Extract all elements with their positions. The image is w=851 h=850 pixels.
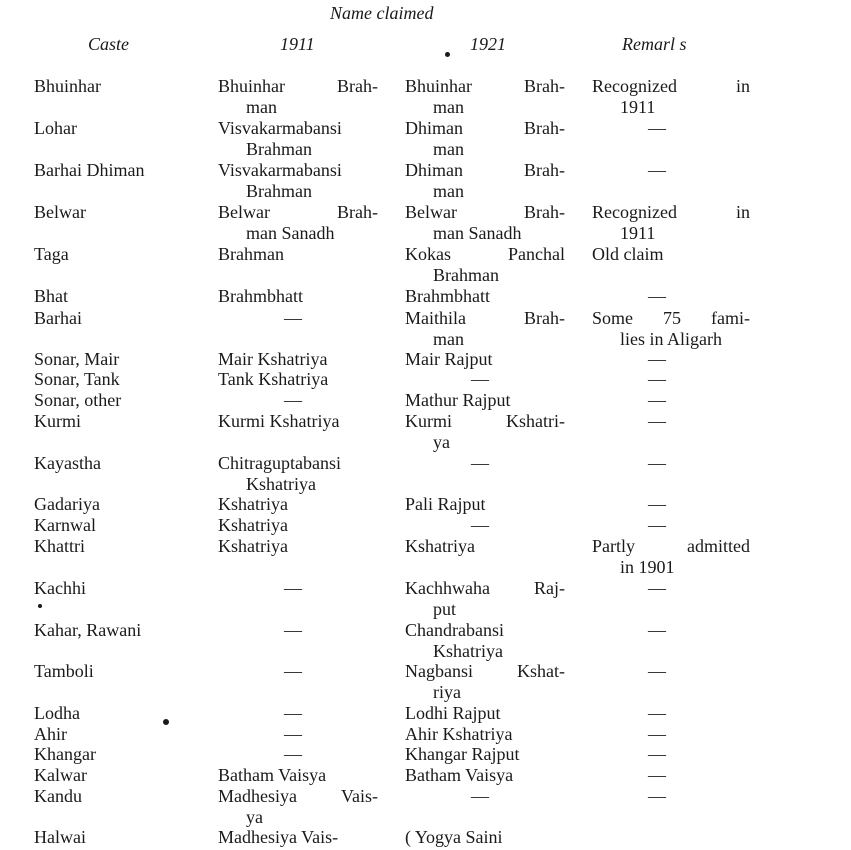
cell-caste <box>34 202 214 223</box>
cell-line: Tank Kshatriya <box>218 369 329 389</box>
cell-line: man <box>246 96 277 117</box>
cell-line: Mair Kshatriya <box>218 349 328 369</box>
cell-caste <box>34 369 214 390</box>
cell-line: Recognized in <box>592 202 750 222</box>
header-1921: 1921 <box>470 34 506 54</box>
cell-line: Kurmi Kshatriya <box>218 411 340 431</box>
cell-line: Kshatriya <box>218 494 288 514</box>
cell-line: Kshatriya <box>433 640 503 661</box>
cell-c1921 <box>405 286 571 307</box>
cell-line: Old claim <box>592 244 664 264</box>
cell-line: Kshatriya <box>218 515 288 535</box>
cell-line: Kurmi <box>34 411 81 431</box>
cell-line: Barhai <box>34 308 82 328</box>
cell-line: man <box>433 328 464 349</box>
cell-line: Nagbansi Kshat- <box>405 661 565 681</box>
cell-c1921 <box>405 786 571 807</box>
cell-line: — <box>648 411 666 431</box>
cell-c1911 <box>218 620 386 641</box>
cell-caste <box>34 703 214 724</box>
cell-caste <box>34 620 214 641</box>
cell-c1921 <box>405 703 571 724</box>
cell-c1911 <box>218 724 386 745</box>
cell-line: Chandrabansi <box>405 620 504 640</box>
cell-line: Taga <box>34 244 69 264</box>
cell-c1911 <box>218 494 386 515</box>
cell-remarks <box>592 369 758 390</box>
cell-c1911 <box>218 661 386 682</box>
ink-speck <box>445 52 450 57</box>
cell-line <box>592 827 758 848</box>
cell-line: Barhai Dhiman <box>34 160 145 180</box>
cell-line: — <box>284 620 302 640</box>
cell-line: Madhesiya Vais- <box>218 827 339 847</box>
cell-line: Halwai <box>34 827 86 847</box>
cell-line: man <box>433 138 464 159</box>
cell-line: Kayastha <box>34 453 101 473</box>
cell-line: Sonar, other <box>34 390 122 410</box>
cell-line: — <box>284 578 302 598</box>
cell-c1921 <box>405 744 571 765</box>
cell-caste <box>34 118 214 139</box>
cell-line: Recognized in <box>592 76 750 96</box>
cell-c1921 <box>405 202 571 243</box>
cell-line: Belwar Brah- <box>405 202 565 222</box>
cell-remarks <box>592 786 758 807</box>
cell-line: — <box>471 453 489 473</box>
cell-line: Some 75 fami- <box>592 308 750 328</box>
cell-line: Dhiman Brah- <box>405 118 565 138</box>
cell-c1911 <box>218 118 386 159</box>
header-remarks: Remarl s <box>622 34 687 54</box>
cell-c1911 <box>218 536 386 557</box>
cell-line: Brahmbhatt <box>218 286 303 306</box>
cell-line: Brahman <box>246 180 312 201</box>
cell-line: ya <box>433 431 450 452</box>
cell-line: Gadariya <box>34 494 100 514</box>
cell-line: Lodha <box>34 703 80 723</box>
cell-remarks <box>592 76 758 117</box>
cell-line: Khattri <box>34 536 85 556</box>
cell-remarks <box>592 703 758 724</box>
cell-c1911 <box>218 349 386 370</box>
cell-line: Madhesiya Vais- <box>218 786 378 806</box>
cell-line: — <box>648 578 666 598</box>
cell-line: — <box>648 724 666 744</box>
cell-line: Kachhi <box>34 578 86 598</box>
cell-line: Khangar <box>34 744 96 764</box>
cell-line: lies in Aligarh <box>620 328 722 349</box>
cell-line: — <box>648 620 666 640</box>
cell-remarks <box>592 578 758 599</box>
cell-caste <box>34 827 214 848</box>
cell-line: — <box>648 453 666 473</box>
cell-remarks <box>592 724 758 745</box>
cell-caste <box>34 515 214 536</box>
cell-line: Bhuinhar <box>34 76 101 96</box>
cell-line: Lodhi Rajput <box>405 703 501 723</box>
cell-caste <box>34 286 214 307</box>
cell-line: man Sanadh <box>246 222 335 243</box>
cell-remarks <box>592 765 758 786</box>
cell-c1921 <box>405 578 571 619</box>
cell-c1911 <box>218 369 386 390</box>
cell-c1921 <box>405 369 571 390</box>
cell-line: — <box>648 786 666 806</box>
cell-line: Kalwar <box>34 765 87 785</box>
cell-c1911 <box>218 703 386 724</box>
cell-line: Maithila Brah- <box>405 308 565 328</box>
cell-caste <box>34 765 214 786</box>
header-1911: 1911 <box>280 34 315 54</box>
cell-c1911 <box>218 578 386 599</box>
cell-line: 1911 <box>620 222 656 243</box>
cell-c1921 <box>405 661 571 702</box>
cell-line: 1911 <box>620 96 656 117</box>
ink-speck <box>38 604 42 608</box>
cell-line: Sonar, Mair <box>34 349 120 369</box>
cell-line: riya <box>433 681 461 702</box>
cell-c1921 <box>405 160 571 201</box>
cell-c1911 <box>218 765 386 786</box>
cell-line: Lohar <box>34 118 77 138</box>
cell-line: — <box>648 349 666 369</box>
cell-remarks <box>592 620 758 641</box>
cell-caste <box>34 661 214 682</box>
cell-caste <box>34 724 214 745</box>
cell-line: — <box>471 515 489 535</box>
cell-c1911 <box>218 244 386 265</box>
cell-remarks <box>592 308 758 349</box>
cell-c1911 <box>218 390 386 411</box>
cell-c1911 <box>218 453 386 494</box>
cell-c1911 <box>218 827 386 848</box>
cell-line: — <box>648 744 666 764</box>
cell-remarks <box>592 286 758 307</box>
header-caste: Caste <box>88 34 130 54</box>
cell-line: Chitraguptabansi <box>218 453 341 473</box>
cell-caste <box>34 494 214 515</box>
cell-line: Kshatriya <box>246 473 316 494</box>
cell-line: Mair Rajput <box>405 349 493 369</box>
cell-line: — <box>648 286 666 306</box>
cell-line: Brahmbhatt <box>405 286 490 306</box>
cell-line: Pali Rajput <box>405 494 486 514</box>
cell-line: ( Yogya Saini <box>405 827 503 847</box>
cell-caste <box>34 744 214 765</box>
cell-line: put <box>433 598 457 619</box>
cell-remarks <box>592 744 758 765</box>
cell-line: — <box>648 390 666 410</box>
cell-caste <box>34 244 214 265</box>
cell-c1921 <box>405 620 571 661</box>
cell-c1911 <box>218 76 386 117</box>
cell-line: Visvakarmabansi <box>218 160 342 180</box>
cell-caste <box>34 390 214 411</box>
cell-line: Brahman <box>433 264 499 285</box>
cell-c1911 <box>218 202 386 243</box>
cell-line: — <box>648 160 666 180</box>
cell-line: Dhiman Brah- <box>405 160 565 180</box>
cell-remarks <box>592 390 758 411</box>
cell-line: — <box>648 765 666 785</box>
cell-caste <box>34 536 214 557</box>
cell-remarks <box>592 515 758 536</box>
cell-line: Khangar Rajput <box>405 744 520 764</box>
cell-c1921 <box>405 349 571 370</box>
cell-line: — <box>648 369 666 389</box>
cell-line: Bhat <box>34 286 68 306</box>
cell-line: — <box>648 703 666 723</box>
cell-caste <box>34 578 214 599</box>
cell-line: Karnwal <box>34 515 96 535</box>
cell-line: Belwar <box>34 202 86 222</box>
cell-line: ya <box>246 806 263 827</box>
cell-remarks <box>592 244 758 265</box>
cell-line: man <box>433 96 464 117</box>
cell-remarks <box>592 349 758 370</box>
cell-remarks <box>592 202 758 243</box>
cell-c1921 <box>405 308 571 349</box>
cell-line: — <box>471 369 489 389</box>
cell-line: — <box>471 786 489 806</box>
cell-remarks <box>592 661 758 682</box>
cell-line: — <box>284 308 302 328</box>
cell-line: Ahir <box>34 724 67 744</box>
cell-c1911 <box>218 411 386 432</box>
cell-line: man Sanadh <box>433 222 522 243</box>
cell-c1921 <box>405 724 571 745</box>
cell-c1921 <box>405 827 571 848</box>
cell-c1911 <box>218 744 386 765</box>
cell-c1921 <box>405 453 571 474</box>
cell-line: — <box>648 494 666 514</box>
cell-line: Bhuinhar Brah- <box>405 76 565 96</box>
cell-line: Brahman <box>218 244 284 264</box>
cell-c1911 <box>218 160 386 201</box>
cell-line: Visvakarmabansi <box>218 118 342 138</box>
cell-line: — <box>284 724 302 744</box>
cell-line: — <box>284 703 302 723</box>
cell-remarks <box>592 160 758 181</box>
cell-line: man <box>433 180 464 201</box>
cell-c1911 <box>218 286 386 307</box>
cell-line: Kshatriya <box>405 536 475 556</box>
cell-line: Brahman <box>246 138 312 159</box>
cell-c1921 <box>405 536 571 557</box>
cell-remarks <box>592 536 758 577</box>
cell-line: in 1901 <box>620 556 675 577</box>
cell-caste <box>34 411 214 432</box>
cell-c1921 <box>405 76 571 117</box>
cell-line: Kshatriya <box>218 536 288 556</box>
cell-remarks <box>592 494 758 515</box>
cell-line: — <box>284 390 302 410</box>
ink-speck <box>163 719 169 725</box>
cell-caste <box>34 160 214 181</box>
cell-line: Batham Vaisya <box>405 765 514 785</box>
cell-caste <box>34 453 214 474</box>
cell-remarks <box>592 118 758 139</box>
cell-line: — <box>648 118 666 138</box>
cell-c1921 <box>405 494 571 515</box>
cell-line: Belwar Brah- <box>218 202 378 222</box>
cell-line: Mathur Rajput <box>405 390 511 410</box>
cell-c1921 <box>405 765 571 786</box>
cell-c1921 <box>405 118 571 159</box>
cell-line: Ahir Kshatriya <box>405 724 513 744</box>
cell-line: Tamboli <box>34 661 94 681</box>
table-title: Name claimed <box>330 3 434 23</box>
cell-line: Batham Vaisya <box>218 765 327 785</box>
cell-line: — <box>648 515 666 535</box>
cell-line: Kandu <box>34 786 82 806</box>
cell-c1921 <box>405 411 571 452</box>
cell-line: Kachhwaha Raj- <box>405 578 565 598</box>
cell-line: Kurmi Kshatri- <box>405 411 565 431</box>
cell-line: Partly admitted <box>592 536 750 556</box>
cell-line: — <box>284 661 302 681</box>
cell-c1911 <box>218 786 386 827</box>
cell-remarks <box>592 453 758 474</box>
cell-c1921 <box>405 515 571 536</box>
cell-line: — <box>284 744 302 764</box>
cell-remarks <box>592 411 758 432</box>
cell-line: Sonar, Tank <box>34 369 120 389</box>
cell-line: Kokas Panchal <box>405 244 565 264</box>
cell-c1911 <box>218 308 386 329</box>
cell-c1921 <box>405 244 571 285</box>
cell-c1911 <box>218 515 386 536</box>
cell-caste <box>34 76 214 97</box>
cell-line: Kahar, Rawani <box>34 620 142 640</box>
cell-caste <box>34 786 214 807</box>
cell-remarks <box>592 827 758 848</box>
cell-c1921 <box>405 390 571 411</box>
cell-caste <box>34 308 214 329</box>
cell-line: — <box>648 661 666 681</box>
cell-line: Bhuinhar Brah- <box>218 76 378 96</box>
cell-caste <box>34 349 214 370</box>
